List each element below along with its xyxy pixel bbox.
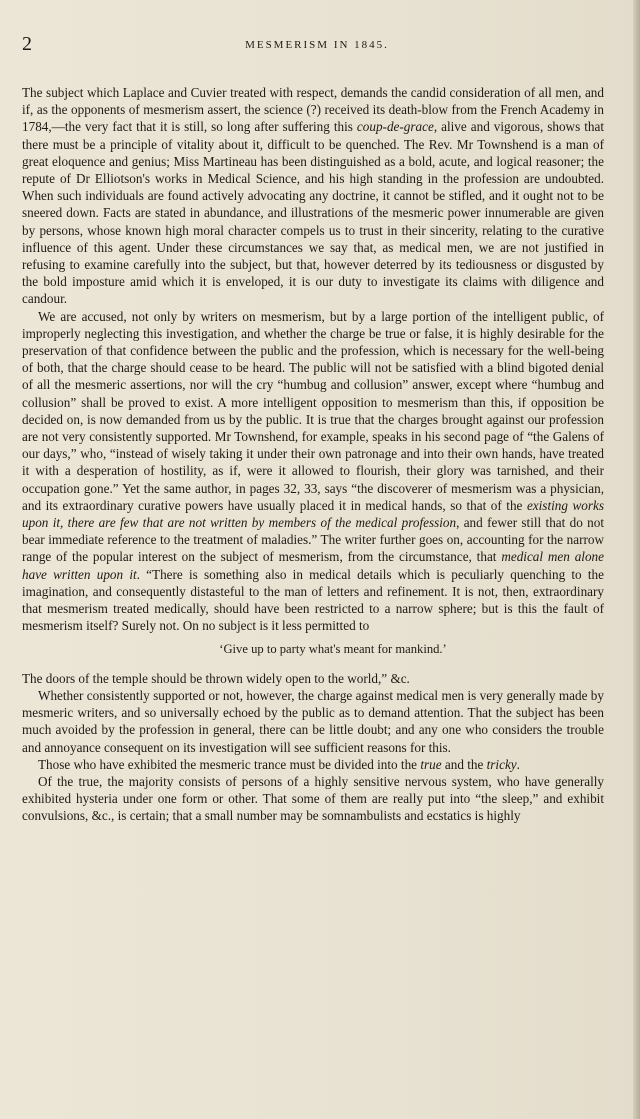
page-edge <box>633 0 640 1119</box>
italic-text: coup-de-grace <box>356 119 434 135</box>
text-run: Those who have exhibited the mesmeric trance must be divided into the <box>38 756 421 772</box>
italic-text: tricky <box>486 756 517 772</box>
running-head <box>22 34 612 54</box>
italic-text: medical men alone have written upon it <box>22 549 604 582</box>
quotation <box>22 641 604 658</box>
paragraph <box>22 773 604 825</box>
text-run: Whether consistently supported or not, however, the charge against medical men is very generally made by mesmeric writers, and so universally echoed by the public as to demand attention. That the subject has been much avoided by the profession in general, there can be little doubt; and any one who considers the trouble and annoyance consequent on its investigation will see sufficient reasons for this. <box>22 687 604 755</box>
italic-text: existing works upon it, there are few that are not written by members of the medical profession <box>22 497 604 531</box>
text-run: ‘Give up to party what's meant for mankind.’ <box>219 641 447 656</box>
body-text <box>22 84 604 825</box>
text-run: We are accused, not only by writers on mesmerism, but by a large portion of the intelligent public, of improperly neglecting this investigation, and whether the charge be true or false, it is highly desirable for the preservation of that confidence between the public and the profession, which is necessary for the well-being of both, that the charge should cease to be heard. The public will not be satisfied with a blind bigoted denial of all the mesmeric assertions, nor will the cry “humbug and collusion” answer, except where “humbug and collusion” shall be proved to exist. A more intelligent opposition to mesmerism than this, if opposition be decided on, is now demanded from us by the public. It is true that the charges brought against our profession are not very consistently supported. Mr Townshend, for example, speaks in his second page of “the Galens of our days,” who, “instead of wisely taking it under their own patronage and into their own hands, have treated it with a desperation of hostility, as if, were it allowed to flourish, their glory was tarnished, and their occupation gone.” Yet the same author, in pages 32, 33, says “the discoverer of mesmerism was a physician, and its extraordinary curative powers have usually placed it in medical hands, so that of the <box>22 308 604 513</box>
text-run: . “There is something also in medical details which is peculiarly quenching to the imagination, and consequently distasteful to the man of letters and refinement. It is not, then, extraordinary that mesmerism treated medically, should have been restricted to a narrow sphere; but is this the fault of mesmerism itself? Surely not. On no subject is it less permitted to <box>22 566 604 634</box>
page-number: 2 <box>22 33 32 55</box>
paragraph <box>22 670 604 687</box>
text-run: . <box>516 756 520 772</box>
paragraph <box>22 84 604 308</box>
running-title: MESMERISM IN 1845. <box>245 39 389 51</box>
text-run: and the <box>441 756 487 772</box>
text-run: , and fewer still that do not bear immediate reference to the treatment of maladies.” The writer further goes on, accounting for the narrow range of the popular interest on the subject of mesmerism, from the circumstance, that <box>22 515 605 565</box>
italic-text: true <box>420 756 442 772</box>
paragraph <box>22 687 604 756</box>
paragraph <box>22 308 604 635</box>
text-run: The subject which Laplace and Cuvier treated with respect, demands the candid consideration of all men, and if, as the opponents of mesmerism assert, the science (?) received its death-blow from the French Academy in 1784,—the very fact that it is still, so long after suffering this <box>22 85 604 135</box>
text-run: , alive and vigorous, shows that there must be a principle of vitality about it, difficult to be quenched. The Rev. Mr Townshend is a man of great eloquence and genius; Miss Martineau has been distinguished as a bold, acute, and logical reasoner; the repute of Dr Elliotson's works in Medical Science, and his high standing in the profession are undoubted. When such individuals are found actively advocating any doctrine, it cannot be stifled, and it ought not to be sneered down. Facts are stated in abundance, and illustrations of the mesmeric power innumerable are given by persons, whose known high moral character compels us to trust in their sincerity, relating to the curative influence of this agent. Under these circumstances we say that, as medical men, we are not justified in refusing to examine carefully into the subject, but that, however deterred by its tediousness or disgusted by the bold imposture amid which it is enveloped, it is our duty to investigate its claims with diligence and candour. <box>22 119 604 307</box>
text-run: Of the true, the majority consists of persons of a highly sensitive nervous system, who have generally exhibited hysteria under one form or other. That some of them are really put into “the sleep,” and exhibit convulsions, &c., is certain; that a small number may be somnambulists and ecstatics is highly <box>22 773 604 824</box>
paragraph <box>22 756 604 773</box>
text-run: The doors of the temple should be thrown widely open to the world,” &c. <box>22 670 410 686</box>
